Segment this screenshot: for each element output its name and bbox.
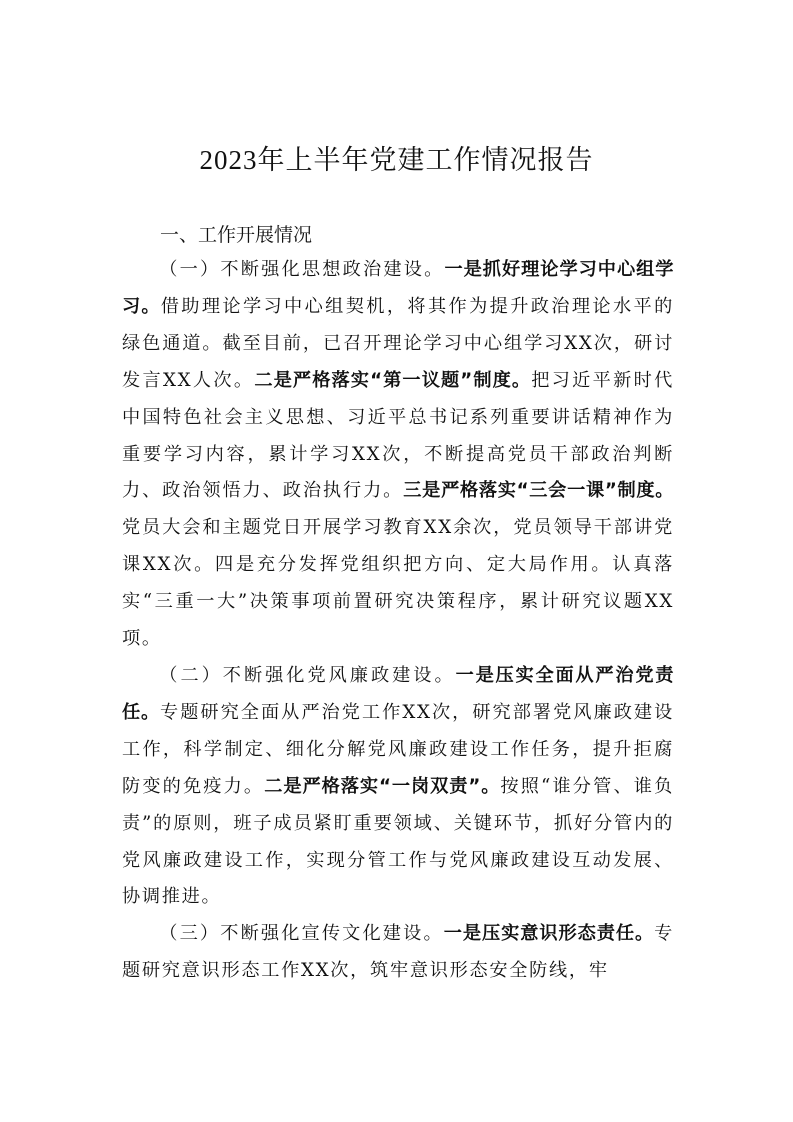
bold-segment: 三是严格落实“三会一课”制度。 (403, 480, 674, 502)
text-segment: 专题研究意识形态工作XX次，筑牢意识形态安全防线，牢 (122, 923, 674, 982)
text-segment: （二）不断强化党风廉政建设。 (159, 664, 456, 686)
text-segment: 党员大会和主题党日开展学习教育XX余次，党员领导干部讲党课XX次。四是充分发挥党组织把方向、定大局作用。认真落实“三重一大”决策事项前置研究决策程序，累计研究议题XX项。 (122, 517, 674, 650)
bold-segment: 二是严格落实“一岗双责”。 (264, 775, 501, 797)
text-segment: 专题研究全面从严治党工作XX次，研究部署党风廉政建设工作，科学制定、细化分解党风廉政建设工作任务，提升拒腐防变的免疫力。 (122, 701, 674, 797)
document-body (122, 252, 674, 990)
section-heading: 一、工作开展情况 (160, 224, 313, 246)
bold-segment: 二是严格落实“第一议题”制度。 (254, 369, 532, 391)
bold-segment: 一是压实意识形态责任。 (443, 923, 655, 945)
text-segment: （三）不断强化宣传文化建设。 (159, 923, 444, 945)
document-title: 2023年上半年党建工作情况报告 (199, 145, 594, 175)
paragraph-3 (122, 916, 674, 990)
bold-segment: 一是压实全面从严治党责任。 (122, 664, 674, 723)
text-segment: 借助理论学习中心组契机，将其作为提升政治理论水平的绿色通道。截至目前，已召开理论学习中心组学习XX次，研讨发言XX人次。 (122, 295, 674, 391)
paragraph-1 (122, 252, 674, 658)
text-segment: 把习近平新时代中国特色社会主义思想、习近平总书记系列重要讲话精神作为重要学习内容，累计学习XX次，不断提高党员干部政治判断力、政治领悟力、政治执行力。 (122, 369, 674, 502)
paragraph-2 (122, 658, 674, 916)
bold-segment: 一是抓好理论学习中心组学习。 (122, 259, 674, 317)
text-segment: 按照“谁分管、谁负责”的原则，班子成员紧盯重要领域、关键环节，抓好分管内的党风廉政建设工作，实现分管工作与党风廉政建设互动发展、协调推进。 (122, 775, 674, 908)
text-segment: （一）不断强化思想政治建设。 (159, 259, 445, 280)
